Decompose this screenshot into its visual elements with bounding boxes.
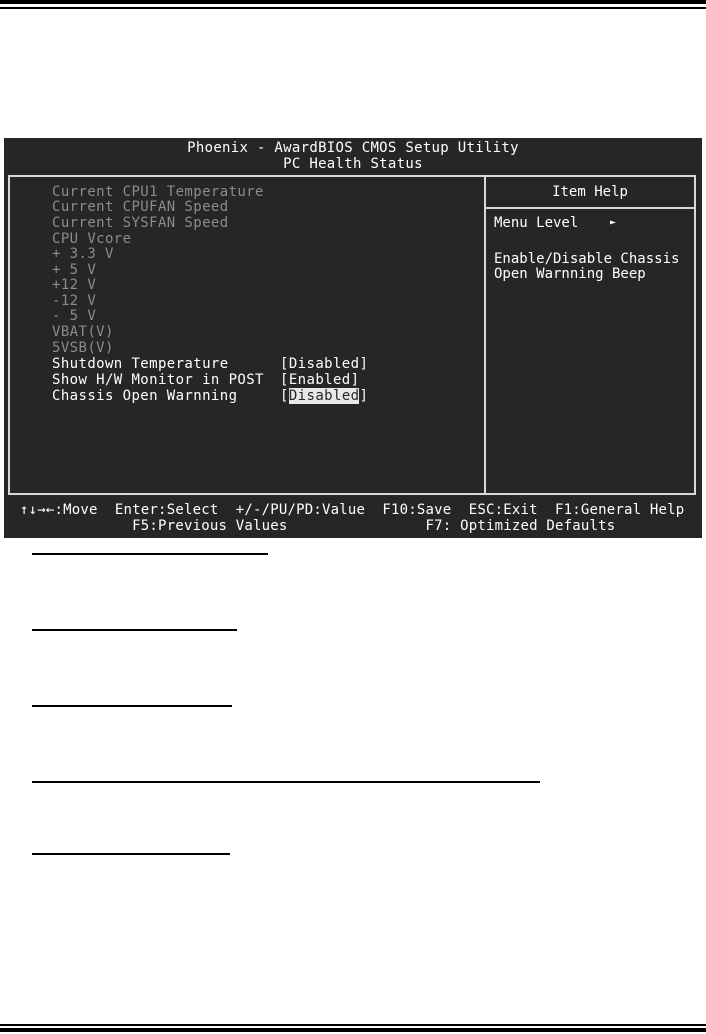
shutdown-temperature-value[interactable]: [Disabled]	[280, 356, 369, 372]
footer-key-help-line-1: ↑↓→←:Move Enter:Select +/-/PU/PD:Value F10:Save ESC:Exit F1:General Help	[20, 502, 685, 518]
item-minus-5v: - 5 V	[52, 308, 97, 324]
chassis-open-warnning-value[interactable]	[280, 388, 368, 404]
item-cpu-vcore: CPU Vcore	[52, 231, 132, 247]
item-5v: + 5 V	[52, 262, 97, 278]
item-vbat: VBAT(V)	[52, 324, 114, 340]
bottom-rule-thick	[0, 1028, 706, 1032]
help-panel-divider	[484, 177, 486, 493]
page-title: PC Health Status	[283, 156, 423, 172]
heading-underline-1	[32, 553, 268, 555]
value-bracket-open: [	[280, 388, 289, 404]
menu-level-label: Menu Level	[494, 215, 579, 231]
heading-underline-3	[32, 705, 232, 707]
heading-underline-2	[32, 629, 237, 631]
item-minus-12v: -12 V	[52, 293, 97, 309]
selected-value-highlight[interactable]: Disabled	[288, 388, 360, 404]
heading-underline-4	[32, 781, 540, 783]
item-help-description: Enable/Disable Chassis Open Warnning Beep	[494, 251, 680, 282]
heading-underline-5	[32, 853, 230, 855]
item-current-cpufan-speed: Current CPUFAN Speed	[52, 199, 229, 215]
bottom-rule-thin	[0, 1024, 706, 1026]
value-bracket-close: ]	[359, 388, 369, 404]
right-triangle-icon: ►	[610, 217, 617, 228]
item-current-sysfan-speed: Current SYSFAN Speed	[52, 215, 229, 231]
top-rule-thin	[0, 7, 706, 9]
help-title-separator	[486, 207, 694, 209]
settings-frame	[8, 175, 696, 495]
item-5vsb: 5VSB(V)	[52, 340, 114, 356]
item-chassis-open-warnning[interactable]: Chassis Open Warnning	[52, 388, 238, 404]
item-3-3v: + 3.3 V	[52, 246, 114, 262]
show-hw-monitor-value[interactable]: [Enabled]	[280, 372, 360, 388]
item-plus-12v: +12 V	[52, 277, 97, 293]
item-help-title: Item Help	[552, 184, 628, 200]
footer-key-help-line-2: F5:Previous Values F7: Optimized Defaults	[20, 518, 616, 534]
bios-title: Phoenix - AwardBIOS CMOS Setup Utility	[187, 140, 519, 156]
item-current-cpu1-temperature: Current CPU1 Temperature	[52, 184, 264, 200]
item-shutdown-temperature[interactable]: Shutdown Temperature	[52, 356, 229, 372]
top-rule-thick	[0, 0, 706, 4]
item-show-hw-monitor-in-post[interactable]: Show H/W Monitor in POST	[52, 372, 264, 388]
bios-setup-screen	[4, 138, 702, 538]
